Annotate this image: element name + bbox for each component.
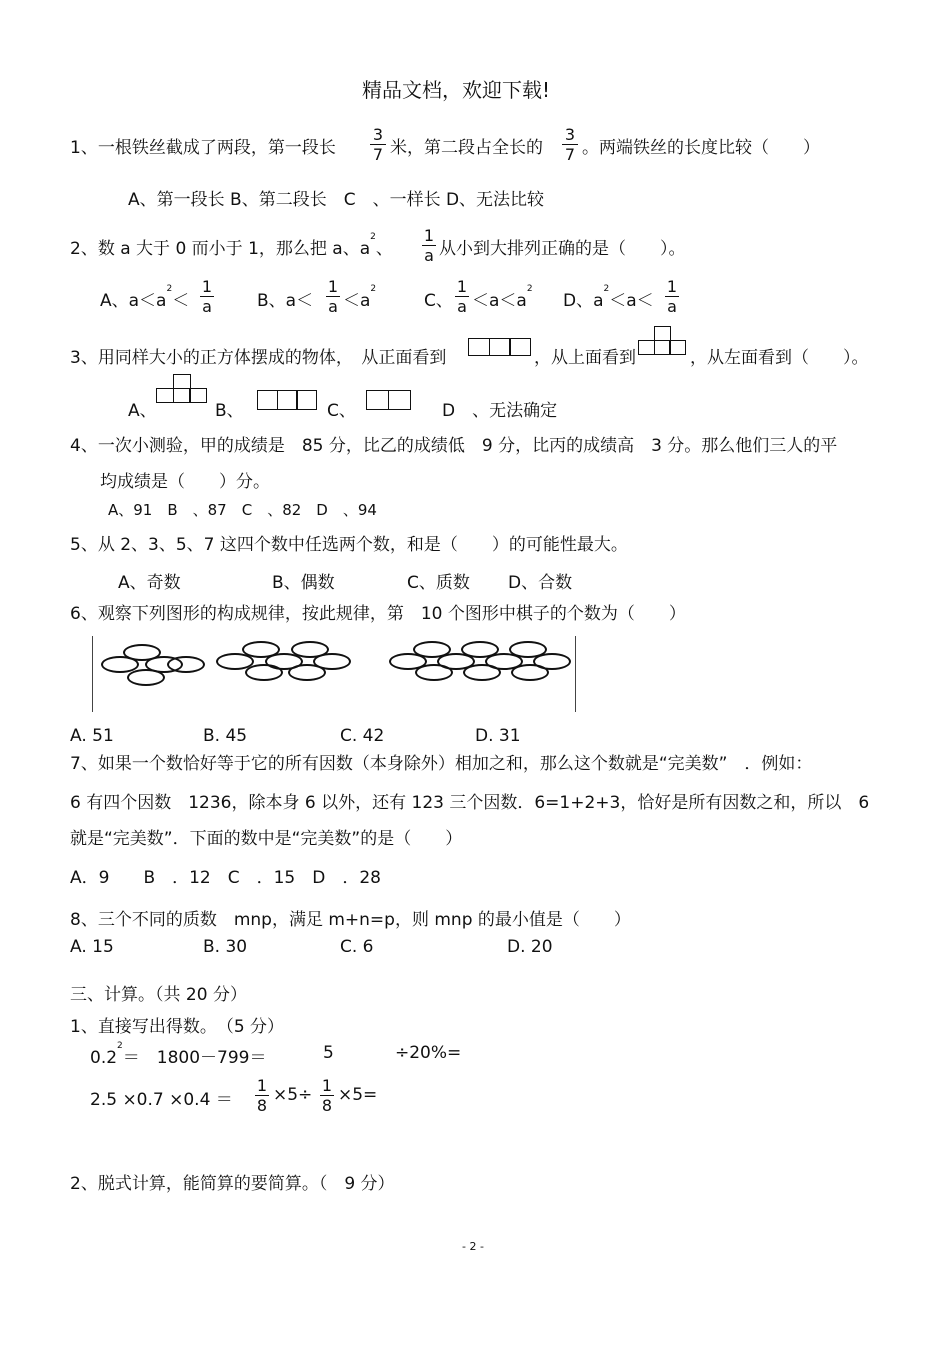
calc-e5-den2: 8 (321, 1096, 333, 1115)
calc-e5-fraction-2 (320, 1076, 334, 1115)
calc-e5-end: ×5= (338, 1085, 378, 1105)
q2-optD-sup: 2 (603, 284, 610, 294)
q4-options: A、91 B 、87 C 、82 D 、94 (108, 501, 377, 519)
q2-option-b (257, 286, 313, 311)
q5-option-a: A、奇数 (118, 573, 181, 593)
q6-option-d: D. 31 (475, 726, 521, 746)
q2-optB-num: 1 (327, 277, 339, 296)
q2-optD-rest: ＜a＜ (609, 291, 654, 311)
q3-front-view-figure (468, 338, 530, 355)
q2-optD-den: a (667, 297, 677, 316)
q3-option-c-label: C、 (327, 401, 356, 421)
q3-option-b-figure (257, 390, 316, 409)
q3-option-d: D 、无法确定 (442, 401, 558, 421)
q1-fraction-1 (370, 125, 386, 164)
q5-text: 5、从 2、3、5、7 这四个数中任选两个数，和是（ ）的可能性最大。 (70, 535, 628, 555)
q3-top-view-figure (638, 326, 685, 353)
q2-frac-den: a (424, 246, 434, 265)
q2-optB-rest (343, 286, 376, 311)
section-3-title: 三、计算。（共 20 分） (70, 985, 247, 1005)
q8-option-b: B. 30 (203, 937, 248, 957)
q5-option-d: D、合数 (508, 573, 573, 593)
q6-option-b: B. 45 (203, 726, 248, 746)
q2-optC-rest (472, 286, 533, 311)
q7-line-1: 7、如果一个数恰好等于它的所有因数（本身除外）相加之和，那么这个数就是“完美数” ．例如： (70, 754, 813, 774)
q2-optC-den: a (457, 297, 467, 316)
calc-e1-a: 0.2 (90, 1048, 118, 1068)
q2-option-a (100, 286, 189, 311)
q8-text: 8、三个不同的质数 mnp，满足 m+n=p，则 mnp 的最小值是（ ） (70, 910, 631, 930)
section-3-sub-2: 2、脱式计算，能简算的要简算。（ 9 分） (70, 1174, 395, 1194)
q6-option-a: A. 51 (70, 726, 114, 746)
q2-text-a-main: 2、数 a 大于 0 而小于 1，那么把 a、a (70, 239, 371, 259)
q3-text-b: ，从上面看到 (534, 348, 636, 368)
q1-text-a: 1、一根铁丝截成了两段，第一段长 (70, 138, 336, 158)
calc-e5-num2: 1 (321, 1076, 333, 1095)
calc-e1-sup: 2 (117, 1041, 123, 1051)
q1-frac1-num: 3 (370, 125, 386, 145)
calc-row-1-a (90, 1043, 267, 1068)
q2-optC-fraction (455, 277, 469, 316)
q2-optC-num: 1 (456, 277, 468, 296)
calc-e4: 2.5 ×0.7 ×0.4 ＝ (90, 1090, 233, 1110)
q2-optA-sup: 2 (166, 284, 173, 294)
q2-optC-sup: 2 (526, 284, 533, 294)
q2-frac-num: 1 (423, 226, 435, 245)
q2-optD-num: 1 (666, 277, 678, 296)
q2-option-c (424, 286, 453, 311)
q2-optA-fraction (200, 277, 214, 316)
q2-optA-num: 1 (201, 277, 213, 296)
q2-optC-rest-text: ＜a＜a (472, 291, 527, 311)
calc-e5-den1: 8 (256, 1096, 268, 1115)
q6-text: 6、观察下列图形的构成规律，按此规律，第 10 个图形中棋子的个数为（ ） (70, 604, 686, 624)
q2-text-a (70, 234, 393, 259)
q2-optB-fraction (326, 277, 340, 316)
q3-option-a-label: A、 (128, 401, 157, 421)
q3-text-a: 3、用同样大小的正方体摆成的物体， 从正面看到 (70, 348, 447, 368)
q2-optB-den: a (328, 297, 338, 316)
q3-text-c: ，从左面看到（ ）。 (690, 348, 869, 368)
q2-optD-fraction (665, 277, 679, 316)
q4-line-1: 4、一次小测验，甲的成绩是 85 分，比乙的成绩低 9 分，比丙的成绩高 3 分。那么他们三人的平 (70, 436, 838, 456)
q3-option-c-figure (366, 390, 409, 409)
calc-e5-num1: 1 (256, 1076, 268, 1095)
q2-optA-label: A、a＜a (100, 291, 167, 311)
calc-e5-mid: ×5÷ (273, 1085, 313, 1105)
q2-optA-lt: ＜ (172, 291, 190, 311)
section-3-sub-1: 1、直接写出得数。 （5 分） (70, 1017, 285, 1037)
q2-text-b: 、 (375, 239, 393, 259)
q2-optB-label: B、a＜ (257, 291, 314, 311)
q2-optB-sup: 2 (370, 284, 377, 294)
page-number: - 2 - (462, 1240, 484, 1253)
page-title: 精品文档，欢迎下载! (362, 78, 551, 102)
q6-option-c: C. 42 (340, 726, 385, 746)
q4-line-2: 均成绩是（ ）分。 (100, 472, 270, 492)
calc-e1-b: ＝ 1800－799＝ (122, 1048, 267, 1068)
q1-frac2-den: 7 (564, 145, 576, 164)
q8-option-c: C. 6 (340, 937, 374, 957)
q1-text-b: 米，第二段占全长的 (390, 138, 543, 158)
q2-fraction (422, 226, 436, 265)
q2-optA-den: a (202, 297, 212, 316)
q2-text-c: 从小到大排列正确的是（ ）。 (439, 239, 686, 259)
q1-frac1-den: 7 (372, 145, 384, 164)
q8-option-a: A. 15 (70, 937, 114, 957)
calc-e2: 5 (323, 1043, 334, 1063)
q1-fraction-2 (562, 125, 578, 164)
q3-option-b-label: B、 (215, 401, 244, 421)
q7-line-2: 6 有四个因数 1236，除本身 6 以外，还有 123 三个因数．6=1+2+3，恰好是所有因数之和，所以 6 (70, 793, 870, 813)
q1-frac2-num: 3 (562, 125, 578, 145)
q2-option-d (563, 286, 654, 311)
q2-optC-label: C、 (424, 291, 453, 311)
q1-options: A、第一段长 B、第二段长 C 、一样长 D、无法比较 (128, 190, 545, 210)
q8-option-d: D. 20 (507, 937, 553, 957)
q3-option-a-figure (156, 374, 206, 401)
q6-pattern-figure (92, 636, 576, 712)
calc-e5-fraction-1 (255, 1076, 269, 1115)
calc-e3: ÷20%= (395, 1043, 462, 1063)
q1-text-c: 。两端铁丝的长度比较（ ） (582, 138, 820, 158)
q2-optD-label: D、a (563, 291, 604, 311)
q2-sup: 2 (370, 232, 376, 242)
q7-options: A．9 B ．12 C ．15 D ．28 (70, 868, 381, 888)
q2-optB-rest-text: ＜a (343, 291, 371, 311)
q5-option-b: B、偶数 (272, 573, 335, 593)
q7-line-3: 就是“完美数”．下面的数中是“完美数”的是（ ） (70, 829, 463, 849)
q5-option-c: C、质数 (407, 573, 470, 593)
